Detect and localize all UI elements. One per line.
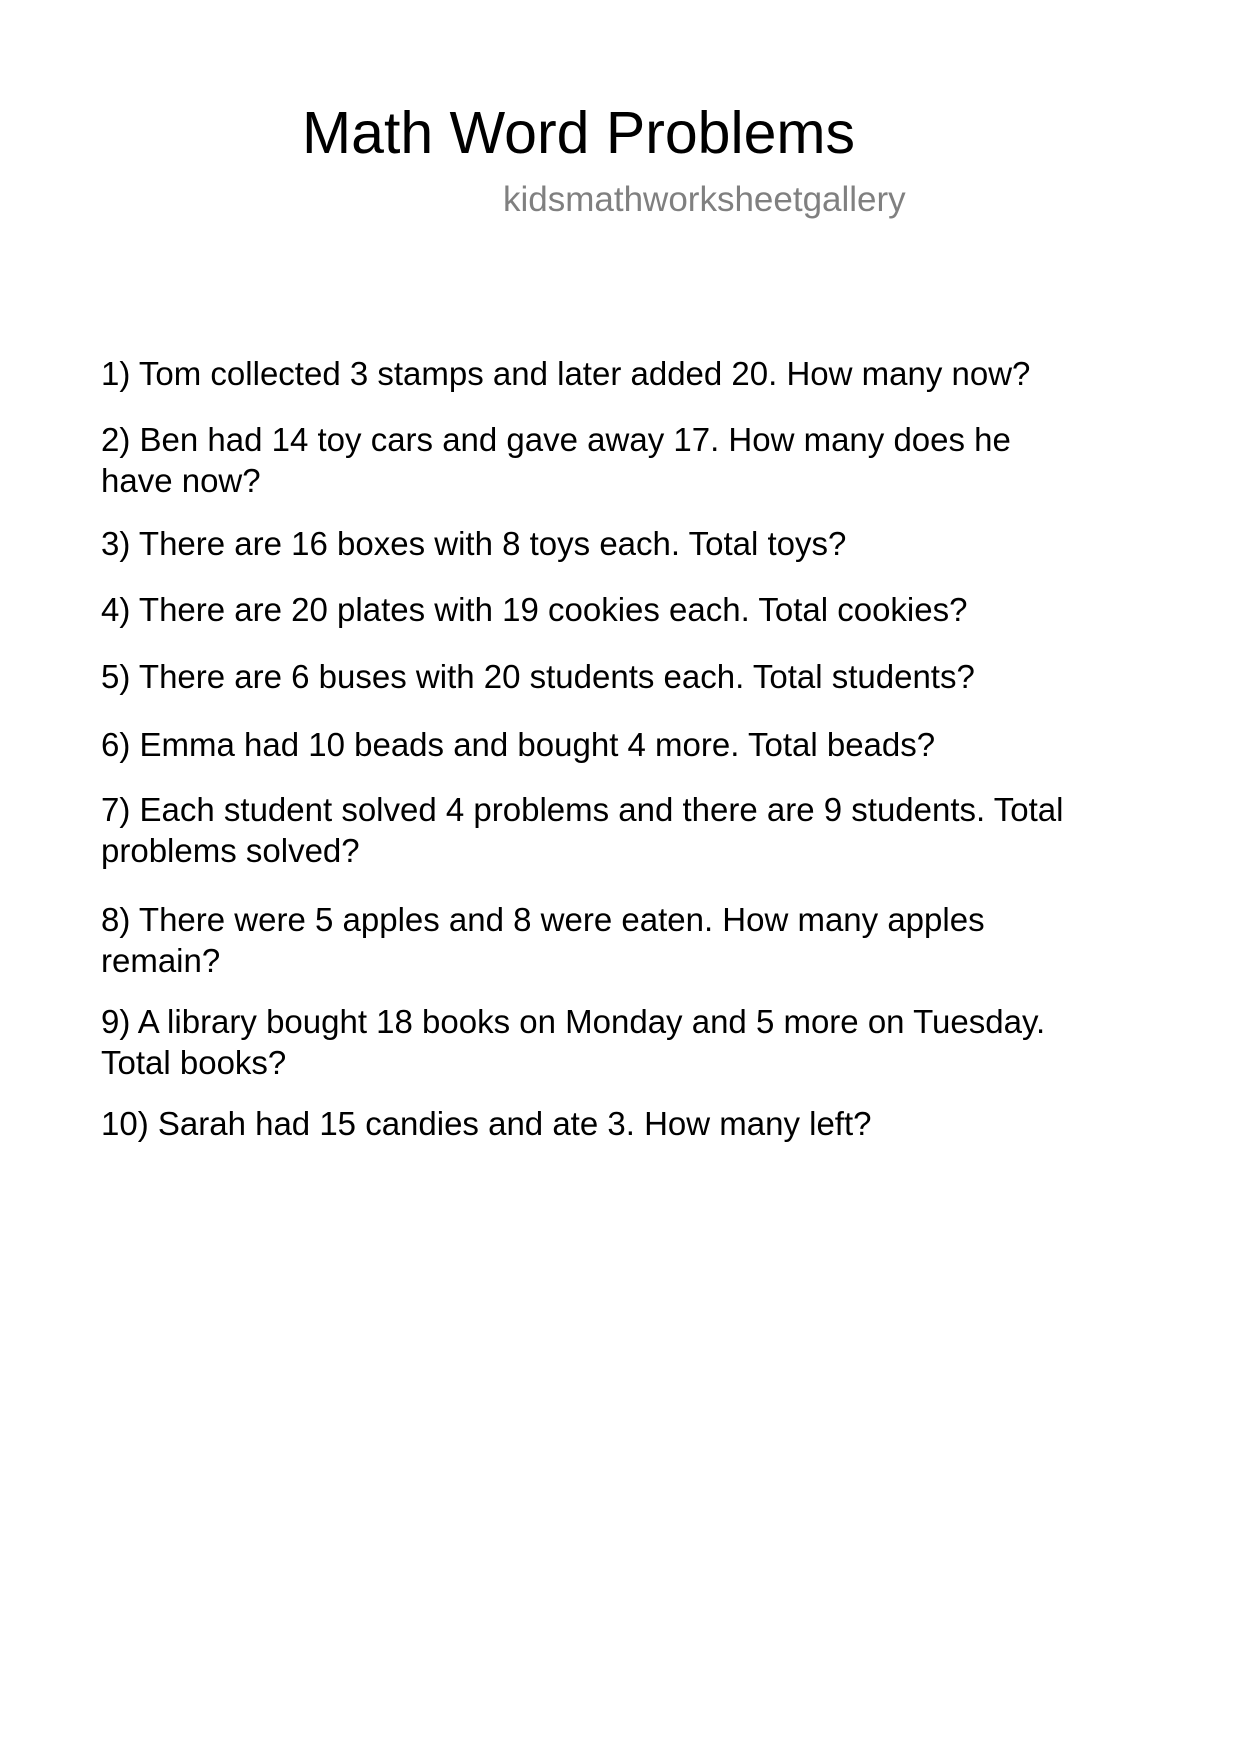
problem-3: [101, 523, 846, 564]
problem-text: 1) Tom collected 3 stamps and later added 20. How many now?: [101, 355, 1031, 392]
problem-text-continued: problems solved?: [101, 832, 360, 869]
problem-9: [101, 1001, 1045, 1083]
problem-4: [101, 589, 967, 630]
problem-6: [101, 724, 935, 765]
problem-8: [101, 899, 985, 981]
problem-text-continued: remain?: [101, 942, 221, 979]
problem-text: 7) Each student solved 4 problems and there are 9 students. Total: [101, 791, 1064, 828]
problem-5: [101, 656, 975, 697]
problem-text-continued: Total books?: [101, 1044, 287, 1081]
problem-1: [101, 353, 1030, 394]
problem-text: 5) There are 6 buses with 20 students each. Total students?: [101, 658, 975, 695]
problem-text: 6) Emma had 10 beads and bought 4 more. Total beads?: [101, 726, 936, 763]
problem-text: 2) Ben had 14 toy cars and gave away 17. How many does he: [101, 421, 1011, 458]
problem-2: [101, 419, 1011, 501]
problem-text: 4) There are 20 plates with 19 cookies each. Total cookies?: [101, 591, 968, 628]
problem-text: 10) Sarah had 15 candies and ate 3. How many left?: [101, 1105, 872, 1142]
problem-text: 3) There are 16 boxes with 8 toys each. Total toys?: [101, 525, 847, 562]
page-subtitle: kidsmathworksheetgallery: [503, 180, 906, 219]
problem-text: 9) A library bought 18 books on Monday and 5 more on Tuesday.: [101, 1003, 1046, 1040]
problem-text: 8) There were 5 apples and 8 were eaten. How many apples: [101, 901, 985, 938]
problem-7: [101, 789, 1063, 871]
problem-10: [101, 1103, 872, 1144]
problem-text-continued: have now?: [101, 462, 261, 499]
page-title: Math Word Problems: [302, 100, 856, 166]
